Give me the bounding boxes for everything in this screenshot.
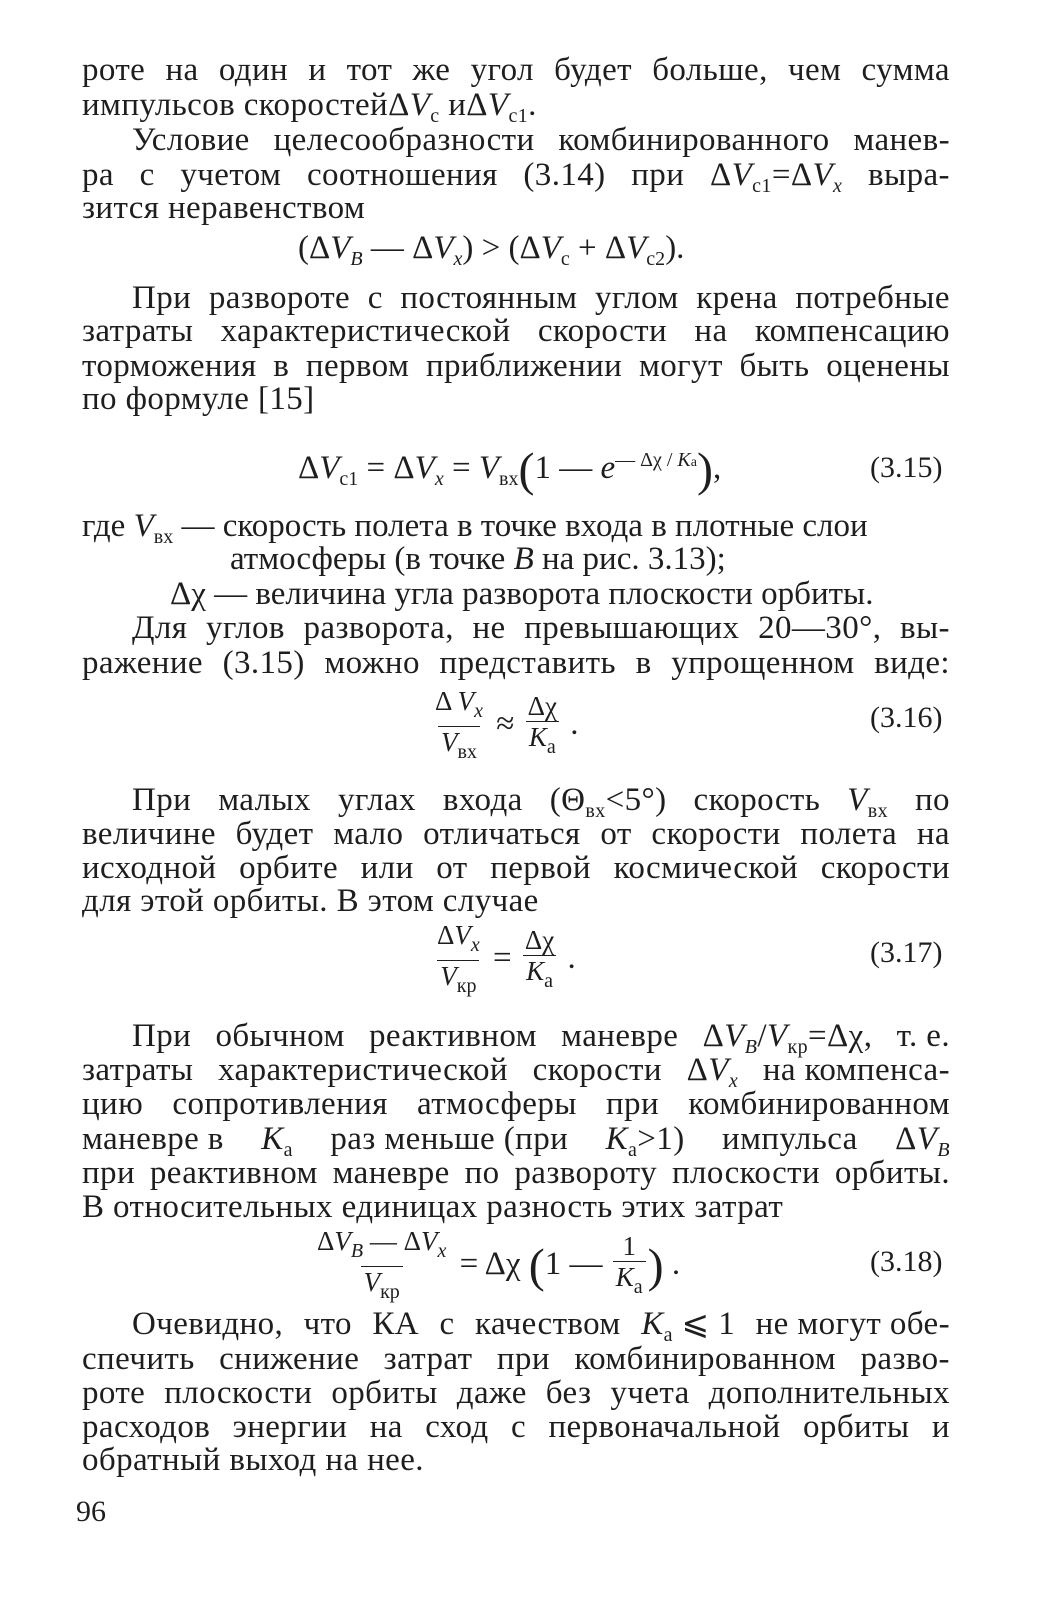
word: маневре в [82,1121,224,1157]
word: оценены [826,348,950,384]
word: — скорость полета в точке входа в плотные слои [181,508,868,544]
word: отличаться [423,816,581,852]
text-line [82,1189,950,1225]
word: будет [235,816,314,852]
text-line [82,1375,950,1411]
word: по формуле [15] [82,381,315,417]
word: разво- [860,1341,950,1377]
equation-number: (3.17) [870,936,943,969]
word: упрощенном [671,645,855,681]
word: и [308,52,327,88]
word: малых [218,782,311,818]
word: ражение [82,645,203,681]
math-inline: (Θвх<5°) [549,782,667,822]
word: же [412,52,451,88]
word: роте [82,1375,146,1411]
definition-1-cont [230,541,726,577]
word: в [273,348,290,384]
word: при [631,157,685,193]
word: Условие [132,122,250,158]
word: и [448,87,467,123]
word: соотношения [306,157,498,193]
word: характеристической [220,313,511,349]
text-line [82,1442,950,1478]
word: энергии [232,1409,348,1445]
word: при [606,1086,660,1122]
text-line [82,1409,950,1445]
text-line [132,610,950,646]
text-line [82,883,950,919]
word: для этой орбиты. В этом случае [82,883,539,919]
word: сход [425,1409,489,1445]
word: превышающих [524,610,740,646]
word: по [914,782,950,818]
word: при [496,1341,550,1377]
word: не [472,610,506,646]
word: скорости [537,313,668,349]
word: цию [82,1086,144,1122]
text-line [82,381,950,417]
word: могут [638,348,723,384]
word: потребные [795,280,950,316]
word: комбинированном [574,1341,837,1377]
word: манев- [853,122,950,158]
formula-3-18: $\frac{\Delta V_B — \Delta V_x}{V_{кр}}$ = Δχ (1 — $\frac{1}{K_a}$ ) . [312,1226,680,1307]
word: (3.15) [222,645,305,681]
text-line [82,1155,950,1191]
word: роте [82,52,146,88]
word: затраты [82,313,194,349]
word: сопротивления [172,1086,388,1122]
word: что [303,1306,352,1342]
word: чем [787,52,842,88]
word: Очевидно, [132,1306,284,1342]
word: с [367,280,383,316]
word: целесообразности [273,122,535,158]
word: углом [595,280,679,316]
word: характеристической [218,1052,508,1088]
math-inline: ΔVB/Vкр=Δχ, [702,1018,873,1058]
word: зится неравенством [82,190,366,226]
word: орбиты [803,1409,910,1445]
text-line [132,122,950,158]
word: угол [470,52,534,88]
word: расходов [82,1409,211,1445]
math-inline: B [513,541,534,577]
word: от [436,850,468,886]
word: спечить [82,1341,195,1377]
word: не могут обе- [755,1306,950,1342]
word: т. е. [896,1018,950,1054]
math-inline: Ka ⩽ 1 [641,1306,736,1346]
math-inline: Ka [261,1121,293,1161]
word: вы- [899,610,950,646]
word: комбинированного [558,122,830,158]
word: без [545,1375,592,1411]
word: разворота, [303,610,454,646]
word: один [218,52,289,88]
page-number: 96 [76,1495,106,1528]
formula-3-15: $\Delta V_{c1} = \Delta V_x = V_{вх}(1$ — $e^{— \Delta\chi / Ka}$), [298,443,722,497]
text-line [82,190,950,226]
word: величине [82,816,216,852]
word: учетом [180,157,282,193]
word: с [139,157,155,193]
word: тот [346,52,393,88]
word: входа [442,782,523,818]
word: импульса [722,1121,858,1157]
math-inline: ΔVB [895,1121,950,1161]
word: первом [305,348,410,384]
word: выра- [868,157,950,193]
math-inline: Ka>1) [605,1121,685,1161]
word: орбиты. [834,1155,950,1191]
text-line [132,280,950,316]
word: развороте [208,280,351,316]
word: При [132,280,192,316]
word: снижение [219,1341,360,1377]
equation-number: (3.15) [870,451,943,484]
word: космической [613,850,799,886]
word: При [132,782,192,818]
text-line [82,313,950,349]
word: на [916,816,950,852]
word: обычном [215,1018,345,1054]
word: постоянным [400,280,578,316]
word: компенсацию [754,313,950,349]
equation-number: (3.16) [870,701,943,734]
text-line [82,1086,950,1122]
word: от [600,816,632,852]
word: по [464,1155,500,1191]
word: 20—30°, [758,610,882,646]
word: качеством [475,1306,621,1342]
word: — величина угла разворота плоскости орбиты. [214,576,874,612]
word: скорости [820,850,950,886]
formula-3-16: $\frac{\Delta V_x}{V_{вх}}$ ≈ $\frac{\Delta\chi}{K_a}$ . [430,686,579,767]
word: затрат [383,1341,473,1377]
word: можно [324,645,420,681]
word: виде: [874,645,950,681]
word: В относительных единицах разность этих затрат [82,1189,784,1225]
word: маневре [332,1155,450,1191]
word: крена [696,280,778,316]
word: маневре [561,1018,679,1054]
text-line [82,52,950,88]
word: ра [82,157,114,193]
formula-3-17: $\frac{\Delta V_x}{V_{кр}}$ = $\frac{\Delta\chi}{K_a}$ . [432,920,576,1001]
word: плоскости [164,1375,313,1411]
word: дополнительных [708,1375,950,1411]
word: при [82,1155,136,1191]
word: сумма [861,52,950,88]
math-inline: ΔVx [686,1052,739,1092]
word: больше, [652,52,768,88]
word: углов [205,610,285,646]
text-line [82,348,950,384]
word: орбиты [331,1375,438,1411]
word: в [635,645,652,681]
equation-number: (3.18) [870,1245,943,1278]
word: комбинированном [688,1086,950,1122]
math-inline: ΔVc1=ΔVx [709,157,843,197]
word: с [511,1409,527,1445]
word: на [369,1409,403,1445]
word: реактивном [149,1155,318,1191]
word: исходной [82,850,217,886]
word: быть [739,348,810,384]
word: затраты [82,1052,194,1088]
word: первоначальной [548,1409,781,1445]
word: орбите [239,850,339,886]
inequality-formula: ($\Delta V_B$ — $\Delta V_x) > (\Delta V_c + \Delta V_{c2})$. [298,230,685,270]
word: будет [554,52,632,88]
text-line [82,645,950,681]
word: КА [372,1306,420,1342]
word: реактивном [369,1018,537,1054]
math-inline: Vвх [847,782,888,822]
word: и [931,1409,950,1445]
word: представить [439,645,616,681]
definition-2 [170,576,873,612]
word: мало [333,816,404,852]
math-inline: Δχ [170,576,215,612]
math-inline: $V_{вх}$ [133,508,174,548]
word: с [439,1306,455,1342]
word: на рис. 3.13); [533,541,726,577]
math-inline: ΔVc1. [466,87,537,127]
word: импульсов скоростей [82,87,389,123]
word: развороту [514,1155,658,1191]
text-line [82,816,950,852]
word: При [132,1018,192,1054]
word: где [82,508,126,544]
word: Для [132,610,188,646]
word: скорости [532,1052,662,1088]
word: углах [337,782,416,818]
word: первой [490,850,591,886]
word: даже [456,1375,527,1411]
word: приближении [425,348,623,384]
word: или [360,850,414,886]
word: скорость [693,782,821,818]
word: атмосферы [417,1086,577,1122]
word: обратный выход на нее. [82,1442,424,1478]
word: на [165,52,199,88]
word: торможения [82,348,257,384]
word: раз меньше (при [330,1121,569,1157]
word: атмосферы (в точке [230,541,514,577]
word: учета [610,1375,690,1411]
word: (3.14) [523,157,606,193]
word: плоскости [671,1155,821,1191]
word: полета [800,816,898,852]
word: скорости [651,816,781,852]
text-line [82,850,950,886]
text-line [82,1341,950,1377]
word: на компенса- [762,1052,950,1088]
word: на [694,313,728,349]
math-inline: ΔVc [388,87,440,127]
